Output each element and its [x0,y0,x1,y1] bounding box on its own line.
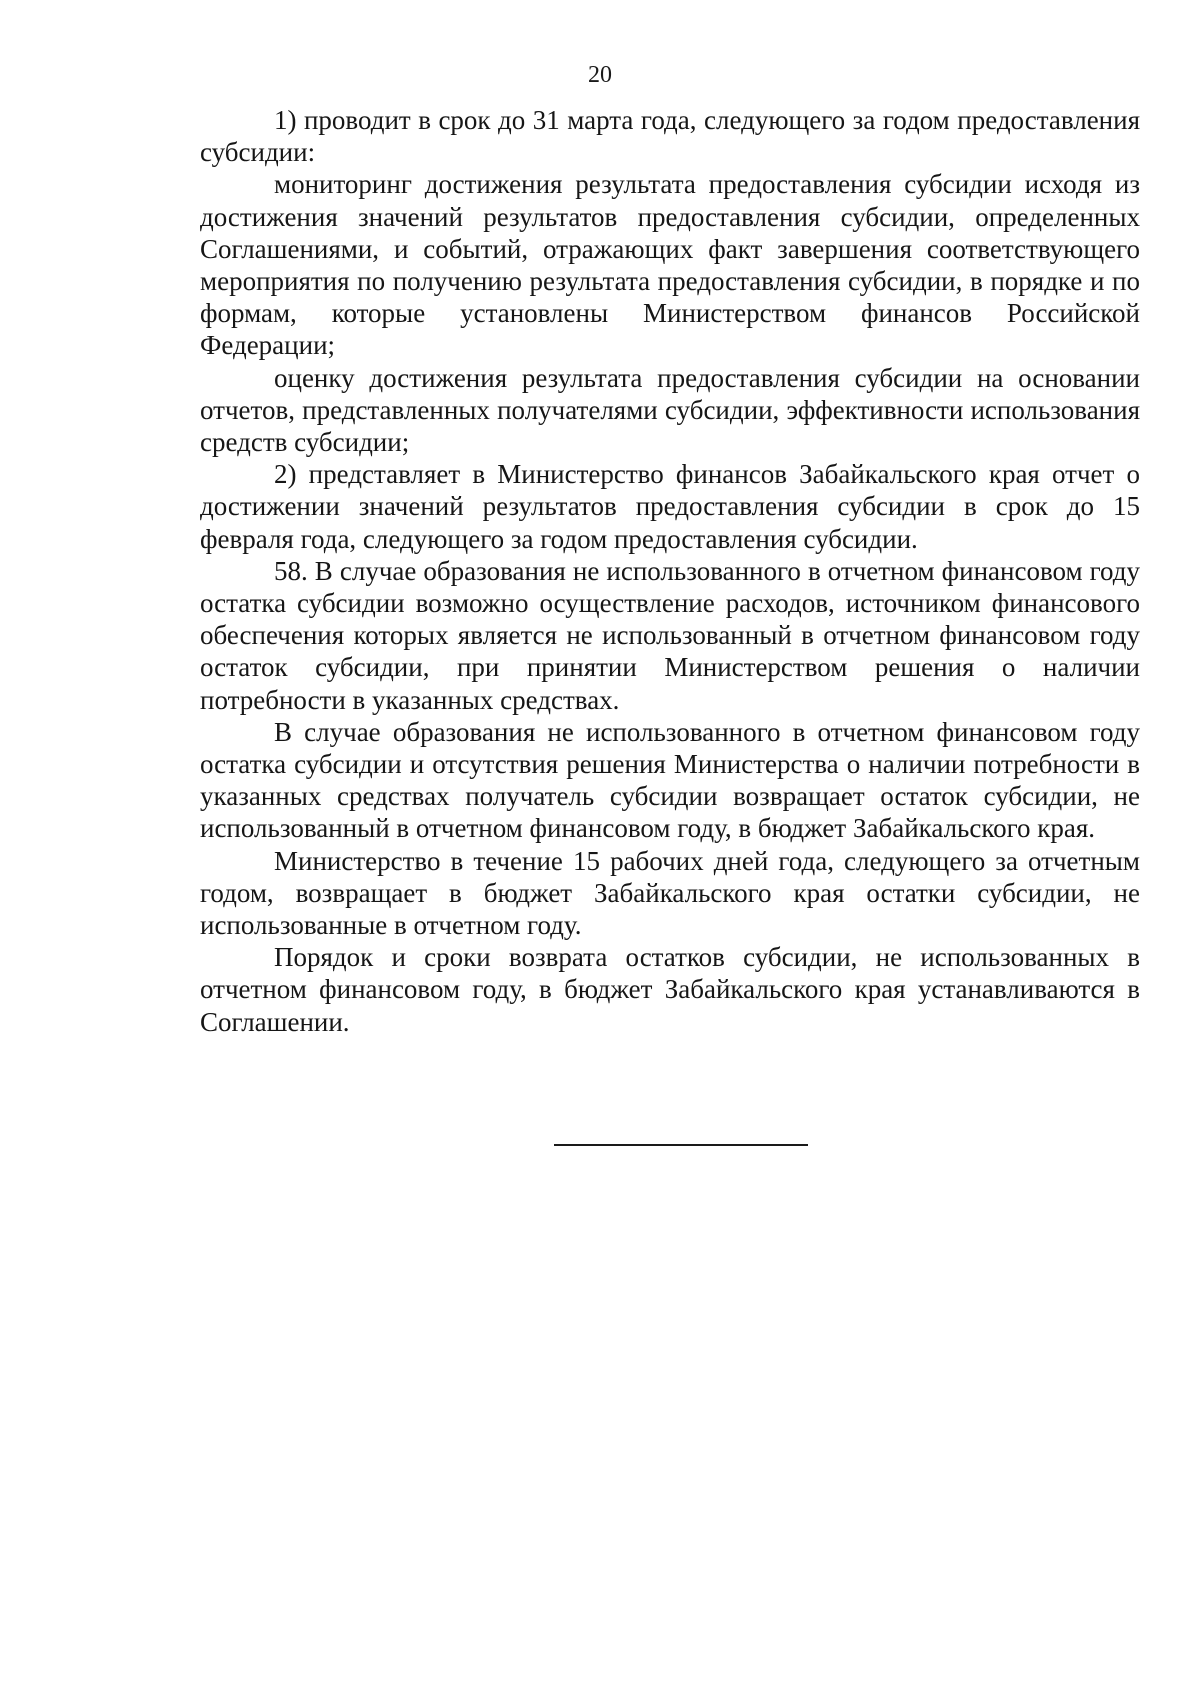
paragraph-return-procedure: Порядок и сроки возврата остатков субсидии, не использованных в отчетном финансовом году, в бюджет Забайкальского края устанавливаются в Соглашении. [200,942,1140,1037]
paragraph-monitoring: мониторинг достижения результата предоставления субсидии исходя из достижения значений результатов предоставления субсидии, определенных Соглашениями, и событий, отражающих факт завершения соответствующего мероприятия по получению результата предоставления субсидии, в порядке и по формам, которые установлены Министерством финансов Российской Федерации; [200,169,1140,361]
document-body [200,104,1140,1038]
paragraph-clause-2: 2) представляет в Министерство финансов Забайкальского края отчет о достижении значений результатов предоставления субсидии в срок до 15 февраля года, следующего за годом предоставления субсидии. [200,459,1140,554]
paragraph-clause-1: 1) проводит в срок до 31 марта года, следующего за годом предоставления субсидии: [200,105,1140,168]
paragraph-ministry-return: Министерство в течение 15 рабочих дней года, следующего за отчетным годом, возвращает в бюджет Забайкальского края остатки субсидии, не использованные в отчетном году. [200,845,1140,941]
page-number: 20 [588,62,612,88]
end-of-document-divider [554,1144,808,1146]
paragraph-return-remainder: В случае образования не использованного в отчетном финансовом году остатка субсидии и отсутствия решения Министерства о наличии потребности в указанных средствах получатель субсидии возвращает остаток субсидии, не использованный в отчетном финансовом году, в бюджет Забайкальского края. [200,716,1140,844]
paragraph-section-58: 58. В случае образования не использованного в отчетном финансовом году остатка субсидии возможно осуществление расходов, источником финансового обеспечения которых является не использованный в отчетном финансовом году остаток субсидии, при принятии Министерством решения о наличии потребности в указанных средствах. [200,555,1140,715]
paragraph-assessment: оценку достижения результата предоставления субсидии на основании отчетов, представленных получателями субсидии, эффективности использования средств субсидии; [200,362,1140,458]
